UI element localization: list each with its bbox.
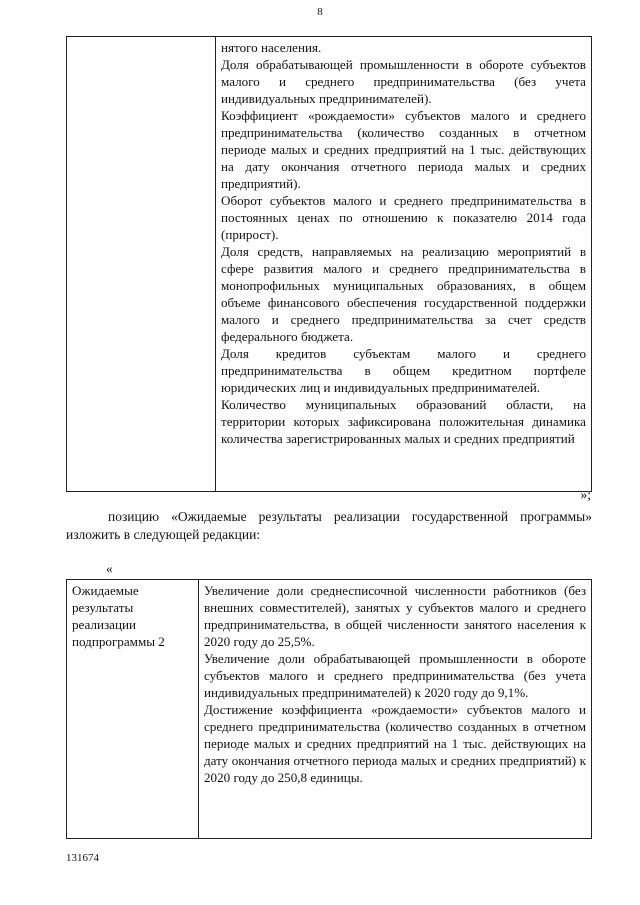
row-heading: Ожидаемые результаты реализации подпрограммы 2: [72, 583, 165, 649]
expected-results-table: [66, 579, 592, 839]
table-right-cell: [199, 580, 592, 839]
indicator-paragraph: Количество муниципальных образований области, на территории которых зафиксирована положительная динамика количества зарегистрированных малых и средних предприятий: [221, 397, 586, 446]
indicator-paragraph: нятого населения.: [221, 40, 322, 55]
result-paragraph: Достижение коэффициента «рождаемости» субъектов малого и среднего предпринимательства (количество созданных в отчетном периоде малых и средних предприятий на 1 тыс. действующих на дату окончания отчетного периода малых и средних предприятий) к 2020 году до 250,8 единицы.: [204, 702, 586, 785]
opening-quote: «: [106, 561, 113, 576]
page-number: 8: [317, 6, 323, 18]
indicator-paragraph: Доля кредитов субъектам малого и среднего предпринимательства в общем кредитном портфеле юридических лиц и индивидуальных предпринимателей.: [221, 346, 586, 395]
table-row: [67, 37, 592, 492]
closing-quote: »;: [580, 487, 591, 502]
indicator-paragraph: Оборот субъектов малого и среднего предпринимательства в постоянных ценах по отношению к показателю 2014 года (прирост).: [221, 193, 586, 242]
result-paragraph: Увеличение доли среднесписочной численности работников (без внешних совместителей), занятых у субъектов малого и среднего предпринимательства, в общей численности занятого населения к 2020 году до 25,5%.: [204, 583, 586, 649]
table-right-cell: [216, 37, 592, 492]
table-left-cell: [67, 37, 216, 492]
table-row: [67, 580, 592, 839]
indicators-table-continued: [66, 36, 592, 492]
indicator-paragraph: Доля обрабатывающей промышленности в обороте субъектов малого и среднего предпринимательства (без учета индивидуальных предпринимателей).: [221, 57, 586, 106]
body-paragraph: позицию «Ожидаемые результаты реализации государственной программы» изложить в следующей редакции:: [66, 509, 592, 542]
table-left-cell: [67, 580, 199, 839]
indicator-paragraph: Доля средств, направляемых на реализацию мероприятий в сфере развития малого и среднего предпринимательства в монопрофильных муниципальных образованиях, в общем объеме финансового обеспечения государственной поддержки малого и среднего предпринимательства за счет средств федерального бюджета.: [221, 244, 586, 344]
result-paragraph: Увеличение доли обрабатывающей промышленности в обороте субъектов малого и среднего предпринимательства (без учета индивидуальных предпринимателей) к 2020 году до 9,1%.: [204, 651, 586, 700]
indicator-paragraph: Коэффициент «рождаемости» субъектов малого и среднего предпринимательства (количество созданных в отчетном периоде малых и средних предприятий на 1 тыс. действующих на дату окончания отчетного периода малых и средних предприятий).: [221, 108, 586, 191]
document-code: 131674: [66, 852, 99, 864]
